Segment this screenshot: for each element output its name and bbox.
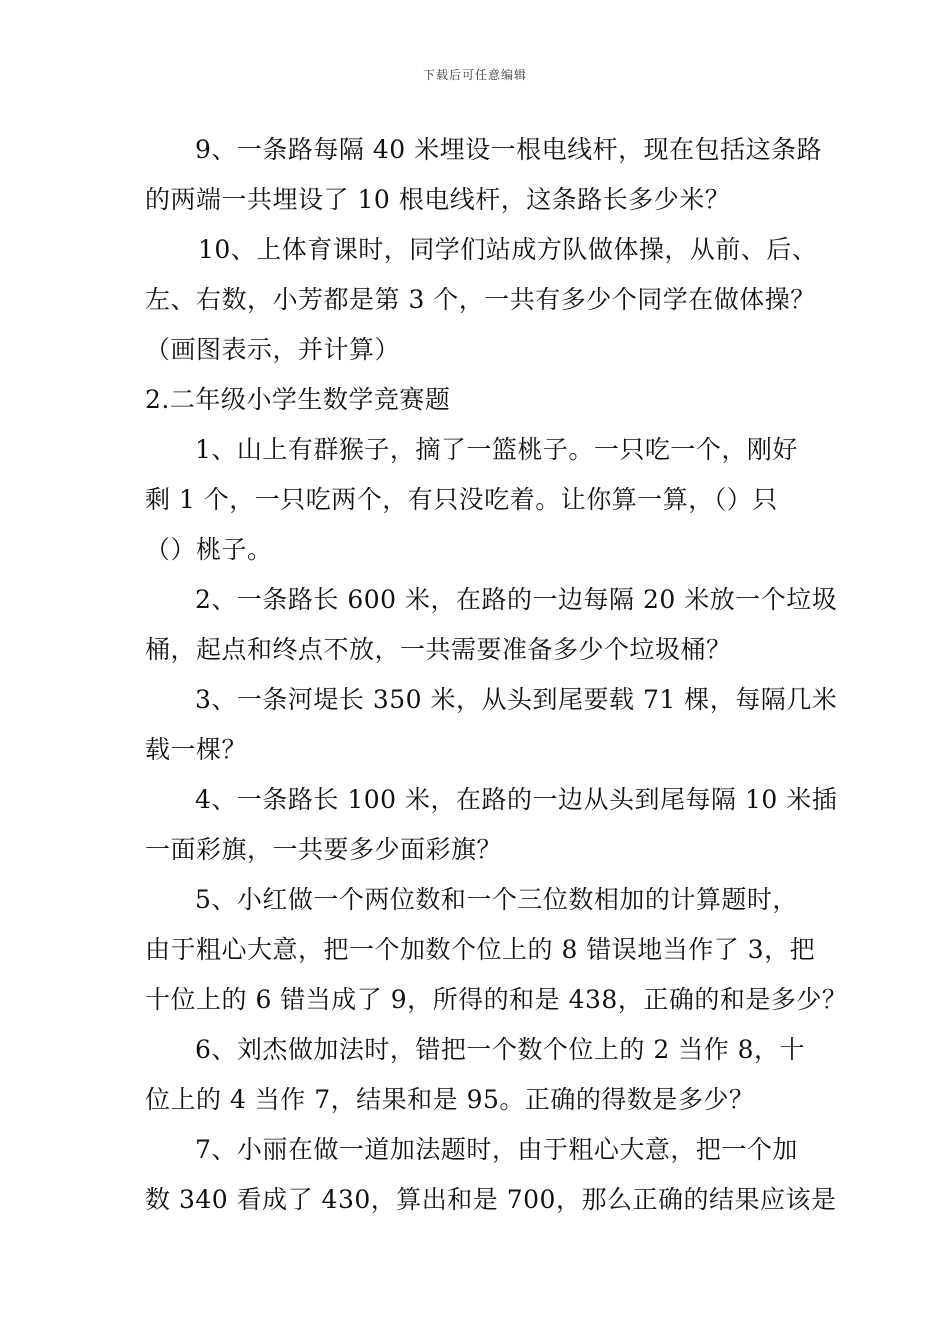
text-line: （）桃子。 — [145, 535, 273, 564]
text-line: 左、右数，小芳都是第 3 个，一共有多少个同学在做体操？ — [145, 285, 816, 314]
text-line: 数 340 看成了 430，算出和是 700，那么正确的结果应该是 — [145, 1185, 837, 1214]
text-line: 7、小丽在做一道加法题时，由于粗心大意，把一个加 — [195, 1135, 798, 1164]
text-line: 剩 1 个，一只吃两个，有只没吃着。让你算一算，（）只 — [145, 485, 778, 514]
text-line: 桶，起点和终点不放，一共需要准备多少个垃圾桶？ — [145, 635, 732, 664]
text-line: 由于粗心大意，把一个加数个位上的 8 错误地当作了 3，把 — [145, 935, 816, 964]
text-line: 1、山上有群猴子，摘了一篮桃子。一只吃一个，刚好 — [195, 435, 798, 464]
text-line: 6、刘杰做加法时，错把一个数个位上的 2 当作 8，十 — [195, 1035, 806, 1064]
section-heading: 2.二年级小学生数学竞赛题 — [145, 385, 451, 414]
text-line: 10、上体育课时，同学们站成方队做体操，从前、后、 — [198, 235, 818, 264]
page-header: 下载后可任意编辑 — [422, 68, 527, 82]
text-line: 十位上的 6 错当成了 9，所得的和是 438，正确的和是多少？ — [145, 985, 848, 1014]
text-line: 一面彩旗，一共要多少面彩旗？ — [145, 835, 503, 864]
text-line: 5、小红做一个两位数和一个三位数相加的计算题时， — [195, 885, 798, 914]
text-line: （画图表示，并计算） — [145, 335, 401, 364]
text-line: 3、一条河堤长 350 米，从头到尾要载 71 棵，每隔几米 — [195, 685, 838, 714]
text-line: 2、一条路长 600 米，在路的一边每隔 20 米放一个垃圾 — [195, 585, 838, 614]
text-line: 位上的 4 当作 7，结果和是 95。正确的得数是多少？ — [145, 1085, 755, 1114]
text-line: 4、一条路长 100 米，在路的一边从头到尾每隔 10 米插 — [195, 785, 838, 814]
text-line: 载一棵？ — [145, 735, 248, 764]
text-line: 的两端一共埋设了 10 根电线杆，这条路长多少米？ — [145, 185, 731, 214]
text-line: 9、一条路每隔 40 米埋设一根电线杆，现在包括这条路 — [195, 135, 823, 164]
